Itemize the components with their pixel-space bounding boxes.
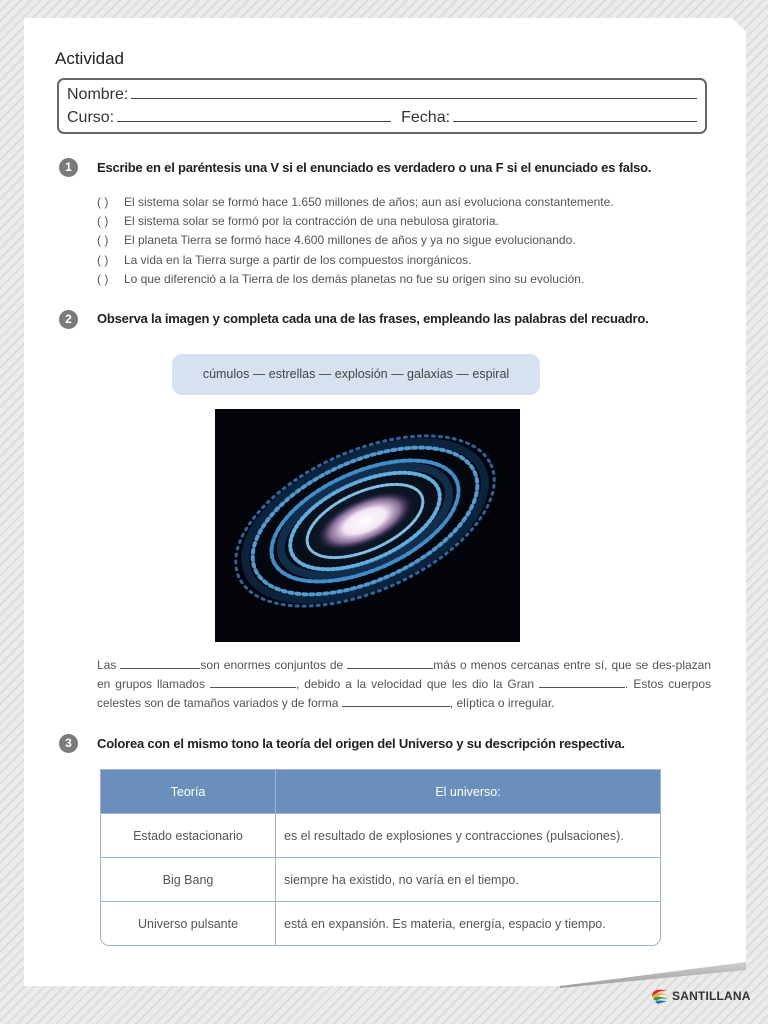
paragraph-text: son enormes conjuntos de	[200, 658, 348, 672]
statement-list	[97, 193, 677, 289]
blank-field[interactable]	[347, 658, 433, 669]
blank-field[interactable]	[210, 677, 296, 688]
description-cell[interactable]: es el resultado de explosiones y contracciones (pulsaciones).	[276, 813, 660, 857]
blank-field[interactable]	[120, 658, 200, 669]
brand-name: SANTILLANA	[672, 989, 751, 1003]
galaxy-illustration	[215, 409, 520, 642]
statement-item	[97, 212, 677, 231]
statement-text: El sistema solar se formó hace 1.650 millones de años; aun así evoluciona constantemente.	[124, 195, 614, 209]
name-field[interactable]	[131, 84, 697, 99]
column-header-universe: El universo:	[276, 770, 660, 813]
blank-field[interactable]	[539, 677, 625, 688]
statement-text: Lo que diferenció a la Tierra de los demás planetas no fue su origen sino su evolución.	[124, 271, 585, 286]
fill-in-paragraph	[97, 656, 711, 713]
table-row	[101, 857, 660, 901]
word-bank: cúmulos — estrellas — explosión — galaxias — espiral	[172, 354, 540, 395]
table-row	[101, 901, 660, 945]
description-cell[interactable]: siempre ha existido, no varía en el tiempo.	[276, 857, 660, 901]
statement-item	[97, 251, 677, 270]
name-row	[67, 84, 697, 104]
statement-text: El sistema solar se formó por la contracción de una nebulosa giratoria.	[124, 214, 499, 229]
paragraph-text: . Estos cuerpos celestes son de tamaños variados y de forma	[97, 677, 711, 710]
answer-parentheses[interactable]: ( )	[97, 271, 109, 286]
santillana-logo	[650, 987, 751, 1005]
section-3-number: 3	[59, 734, 78, 753]
statement-text: La vida en la Tierra surge a partir de los compuestos inorgánicos.	[124, 252, 472, 267]
page-title: Actividad	[55, 49, 124, 68]
section-2-instruction: Observa la imagen y completa cada una de las frases, empleando las palabras del recuadro.	[97, 311, 649, 326]
answer-parentheses[interactable]: ( )	[97, 252, 109, 267]
paragraph-text: , elíptica o irregular.	[449, 696, 555, 710]
course-label: Curso:	[67, 109, 115, 126]
course-date-row	[67, 107, 697, 127]
spiral-galaxy-image	[215, 409, 520, 642]
statement-item	[97, 270, 677, 289]
name-label: Nombre:	[67, 86, 129, 103]
answer-parentheses[interactable]: ( )	[97, 233, 109, 248]
statement-item	[97, 231, 677, 250]
description-cell[interactable]: está en expansión. Es materia, energía, espacio y tiempo.	[276, 901, 660, 945]
paragraph-text: Las	[97, 658, 121, 672]
section-1-number: 1	[59, 158, 78, 177]
statement-text: El planeta Tierra se formó hace 4.600 millones de años y ya no sigue evolucionando.	[124, 233, 576, 248]
paragraph-text: , debido a la velocidad que les dio la Gran	[295, 677, 540, 691]
column-header-theory: Teoría	[101, 770, 276, 813]
date-field[interactable]	[453, 107, 697, 122]
table-header-row	[101, 770, 660, 813]
table-row	[101, 813, 660, 857]
section-2-number: 2	[59, 310, 78, 329]
date-label: Fecha:	[401, 109, 451, 126]
paragraph-text: más o menos cercanas entre sí, que se des-plazan en grupos llamados	[97, 658, 712, 691]
statement-item	[97, 193, 677, 212]
answer-parentheses[interactable]: ( )	[97, 214, 109, 229]
student-info-box	[57, 78, 707, 134]
theory-cell[interactable]: Universo pulsante	[101, 901, 276, 945]
santillana-logo-icon	[650, 987, 670, 1005]
section-3-instruction: Colorea con el mismo tono la teoría del origen del Universo y su descripción respectiva.	[97, 736, 625, 751]
blank-field[interactable]	[342, 696, 450, 707]
course-field[interactable]	[117, 107, 391, 122]
theory-table	[100, 769, 661, 946]
section-1-instruction: Escribe en el paréntesis una V si el enunciado es verdadero o una F si el enunciado es falso.	[97, 160, 652, 175]
theory-cell[interactable]: Big Bang	[101, 857, 276, 901]
answer-parentheses[interactable]: ( )	[97, 195, 109, 209]
theory-cell[interactable]: Estado estacionario	[101, 813, 276, 857]
